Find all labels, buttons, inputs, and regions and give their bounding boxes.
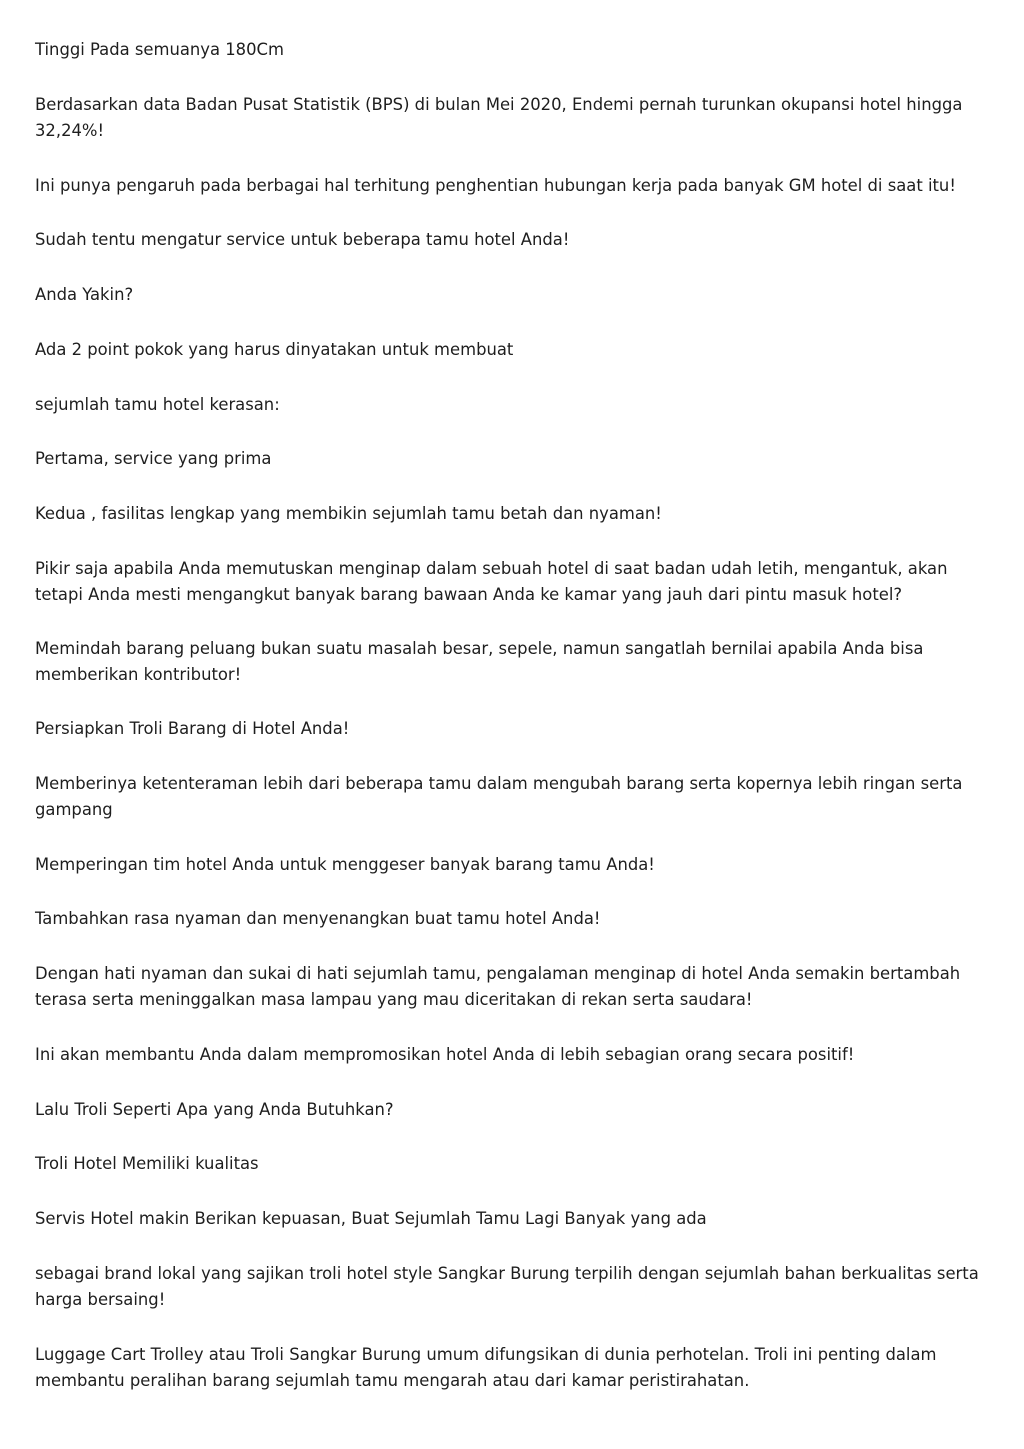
paragraph-luggage-cart: Luggage Cart Trolley atau Troli Sangkar Burung umum difungsikan di dunia perhotelan. Troli ini penting dalam membantu peralihan barang sejumlah tamu mengarah atau dari kamar peristirahatan.	[35, 1345, 937, 1390]
paragraph-impact: Ini punya pengaruh pada berbagai hal terhitung penghentian hubungan kerja pada banyak GM hotel di saat itu!	[35, 176, 956, 195]
paragraph-service: Sudah tentu mengatur service untuk beberapa tamu hotel Anda!	[35, 230, 570, 249]
paragraph-ease-team: Memperingan tim hotel Anda untuk menggeser banyak barang tamu Anda!	[35, 855, 655, 874]
paragraph-moving-goods: Memindah barang peluang bukan suatu masalah besar, sepele, namun sangatlah bernilai apabila Anda bisa memberikan kontributor!	[35, 639, 924, 684]
paragraph-add-comfort: Tambahkan rasa nyaman dan menyenangkan buat tamu hotel Anda!	[35, 909, 601, 928]
paragraph-trolley-quality: Troli Hotel Memiliki kualitas	[35, 1154, 259, 1173]
paragraph-which-trolley: Lalu Troli Seperti Apa yang Anda Butuhkan?	[35, 1100, 394, 1119]
paragraph-bps-data: Berdasarkan data Badan Pusat Statistik (BPS) di bulan Mei 2020, Endemi pernah turunkan okupansi hotel hingga 32,24%!	[35, 95, 963, 140]
paragraph-local-brand: sebagai brand lokal yang sajikan troli hotel style Sangkar Burung terpilih dengan sejumlah bahan berkualitas serta harga bersaing!	[35, 1264, 979, 1309]
paragraph-experience: Dengan hati nyaman dan sukai di hati sejumlah tamu, pengalaman menginap di hotel Anda semakin bertambah terasa serta meninggalkan masa lampau yang mau diceritakan di rekan serta saudara!	[35, 964, 961, 1009]
paragraph-question: Anda Yakin?	[35, 285, 134, 304]
paragraph-imagine: Pikir saja apabila Anda memutuskan menginap dalam sebuah hotel di saat badan udah letih, mengantuk, akan tetapi Anda mesti mengangkut banyak barang bawaan Anda ke kamar yang jauh dari pintu masuk hotel?	[35, 559, 948, 604]
paragraph-prepare-trolley: Persiapkan Troli Barang di Hotel Anda!	[35, 719, 350, 738]
paragraph-hotel-service: Servis Hotel makin Berikan kepuasan, Buat Sejumlah Tamu Lagi Banyak yang ada	[35, 1209, 707, 1228]
paragraph-promotion: Ini akan membantu Anda dalam mempromosikan hotel Anda di lebih sebagian orang secara positif!	[35, 1045, 855, 1064]
paragraph-first-point: Pertama, service yang prima	[35, 449, 272, 468]
paragraph-two-points: Ada 2 point pokok yang harus dinyatakan untuk membuat	[35, 340, 514, 359]
paragraph-height-info: Tinggi Pada semuanya 180Cm	[35, 40, 284, 59]
paragraph-comfort: Memberinya ketenteraman lebih dari beberapa tamu dalam mengubah barang serta kopernya lebih ringan serta gampang	[35, 774, 963, 819]
paragraph-second-point: Kedua , fasilitas lengkap yang membikin sejumlah tamu betah dan nyaman!	[35, 504, 662, 523]
paragraph-guests-comfort: sejumlah tamu hotel kerasan:	[35, 395, 280, 414]
